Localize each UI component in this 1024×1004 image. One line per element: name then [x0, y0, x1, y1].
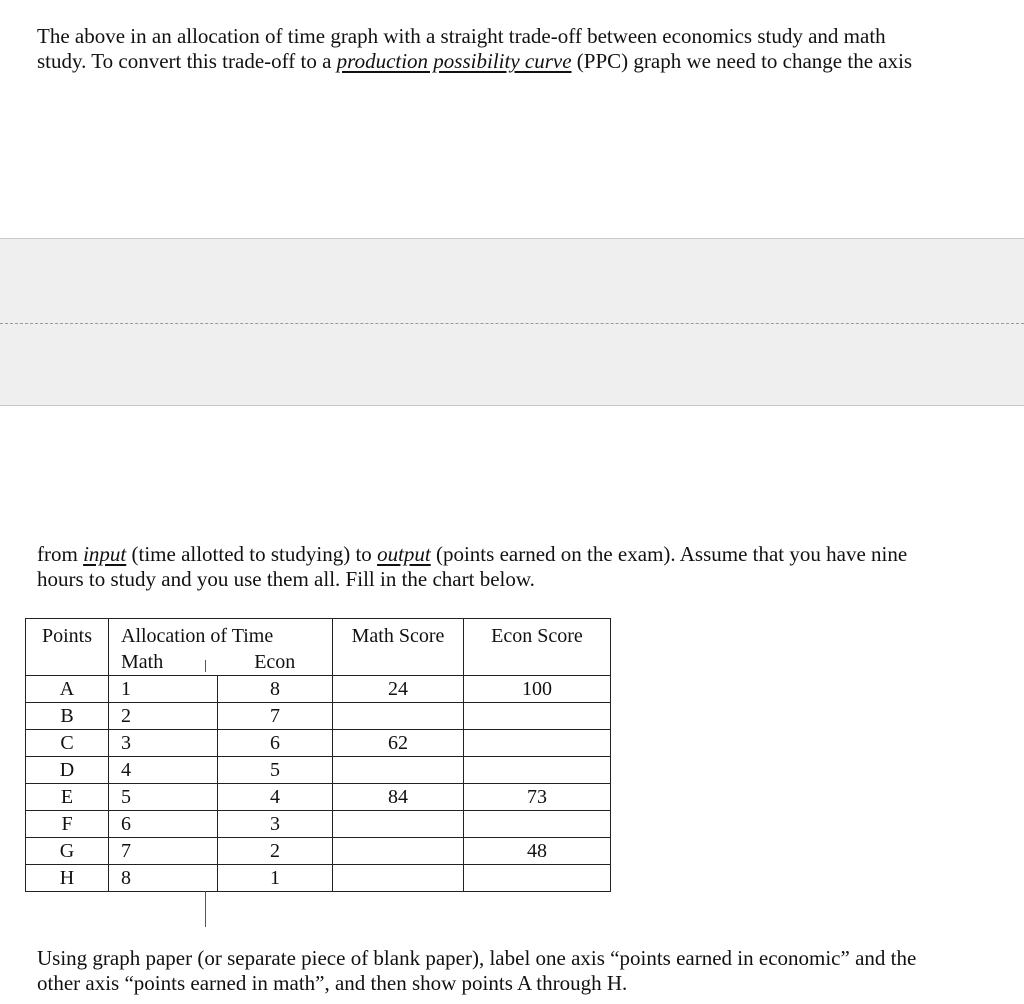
instruction-mid-1: (time allotted to studying) to — [126, 542, 378, 566]
cell-math-score: 84 — [333, 784, 464, 811]
cell-econ-score — [464, 703, 611, 730]
cell-econ-score — [464, 757, 611, 784]
cell-math-hours: 4 — [109, 757, 218, 784]
header-econ: Econ — [218, 649, 333, 676]
ppc-term: production possibility curve — [336, 49, 572, 73]
cell-econ-hours: 1 — [218, 865, 333, 892]
cell-econ-score — [464, 865, 611, 892]
instruction-paragraph — [37, 542, 997, 592]
cell-econ-score — [464, 730, 611, 757]
closing-paragraph — [37, 946, 997, 996]
table-row — [26, 703, 611, 730]
header-points: Points — [26, 619, 109, 650]
cell-math-hours: 6 — [109, 811, 218, 838]
cell-econ-hours: 6 — [218, 730, 333, 757]
cell-math-score: 24 — [333, 676, 464, 703]
intro-line-2-pre: study. To convert this trade-off to a — [37, 49, 337, 73]
cell-point: F — [26, 811, 109, 838]
header-row-1 — [26, 619, 611, 650]
header-row-2 — [26, 649, 611, 676]
header-math-score-blank — [333, 649, 464, 676]
cell-math-score: 62 — [333, 730, 464, 757]
cell-point: G — [26, 838, 109, 865]
cell-econ-score: 73 — [464, 784, 611, 811]
cell-math-score — [333, 838, 464, 865]
closing-line-1: Using graph paper (or separate piece of blank paper), label one axis “points earned in economic” and the — [37, 946, 917, 970]
header-math-score: Math Score — [333, 619, 464, 650]
cell-point: C — [26, 730, 109, 757]
instruction-pre: from — [37, 542, 84, 566]
cell-econ-score — [464, 811, 611, 838]
intro-line-1: The above in an allocation of time graph with a straight trade-off between economics study and math — [37, 24, 886, 48]
closing-line-2: other axis “points earned in math”, and then show points A through H. — [37, 971, 628, 995]
header-allocation: Allocation of Time — [109, 619, 333, 650]
cell-point: B — [26, 703, 109, 730]
intro-line-2-post: (PPC) graph we need to change the axis — [571, 49, 913, 73]
cell-math-hours: 1 — [109, 676, 218, 703]
cell-math-hours: 8 — [109, 865, 218, 892]
cell-math-hours: 2 — [109, 703, 218, 730]
table-row — [26, 865, 611, 892]
page-break-gap — [0, 238, 1024, 406]
table-row — [26, 838, 611, 865]
input-term: input — [83, 542, 127, 566]
page-break-dashed-line — [0, 323, 1024, 324]
cell-math-hours: 7 — [109, 838, 218, 865]
cell-econ-hours: 4 — [218, 784, 333, 811]
cell-math-score — [333, 865, 464, 892]
cell-point: D — [26, 757, 109, 784]
intro-paragraph — [37, 24, 997, 74]
cell-point: A — [26, 676, 109, 703]
table-row — [26, 811, 611, 838]
cell-econ-hours: 5 — [218, 757, 333, 784]
column-divider-tick — [205, 660, 206, 672]
cell-math-score — [333, 811, 464, 838]
table-row — [26, 757, 611, 784]
instruction-mid-2: (points earned on the exam). Assume that you have nine — [430, 542, 908, 566]
header-econ-score: Econ Score — [464, 619, 611, 650]
cell-math-score — [333, 757, 464, 784]
table-row — [26, 676, 611, 703]
cell-math-hours: 3 — [109, 730, 218, 757]
cell-econ-score: 48 — [464, 838, 611, 865]
cell-econ-hours: 8 — [218, 676, 333, 703]
table-row — [26, 730, 611, 757]
cell-econ-hours: 7 — [218, 703, 333, 730]
allocation-table — [25, 618, 611, 892]
instruction-line-2: hours to study and you use them all. Fill in the chart below. — [37, 567, 535, 591]
cell-math-hours: 5 — [109, 784, 218, 811]
column-divider-tail — [205, 891, 206, 927]
cell-econ-hours: 3 — [218, 811, 333, 838]
header-econ-score-blank — [464, 649, 611, 676]
cell-econ-hours: 2 — [218, 838, 333, 865]
output-term: output — [377, 542, 431, 566]
cell-econ-score: 100 — [464, 676, 611, 703]
cell-point: E — [26, 784, 109, 811]
header-points-blank — [26, 649, 109, 676]
cell-point: H — [26, 865, 109, 892]
cell-math-score — [333, 703, 464, 730]
table-row — [26, 784, 611, 811]
header-math: Math — [109, 649, 218, 676]
